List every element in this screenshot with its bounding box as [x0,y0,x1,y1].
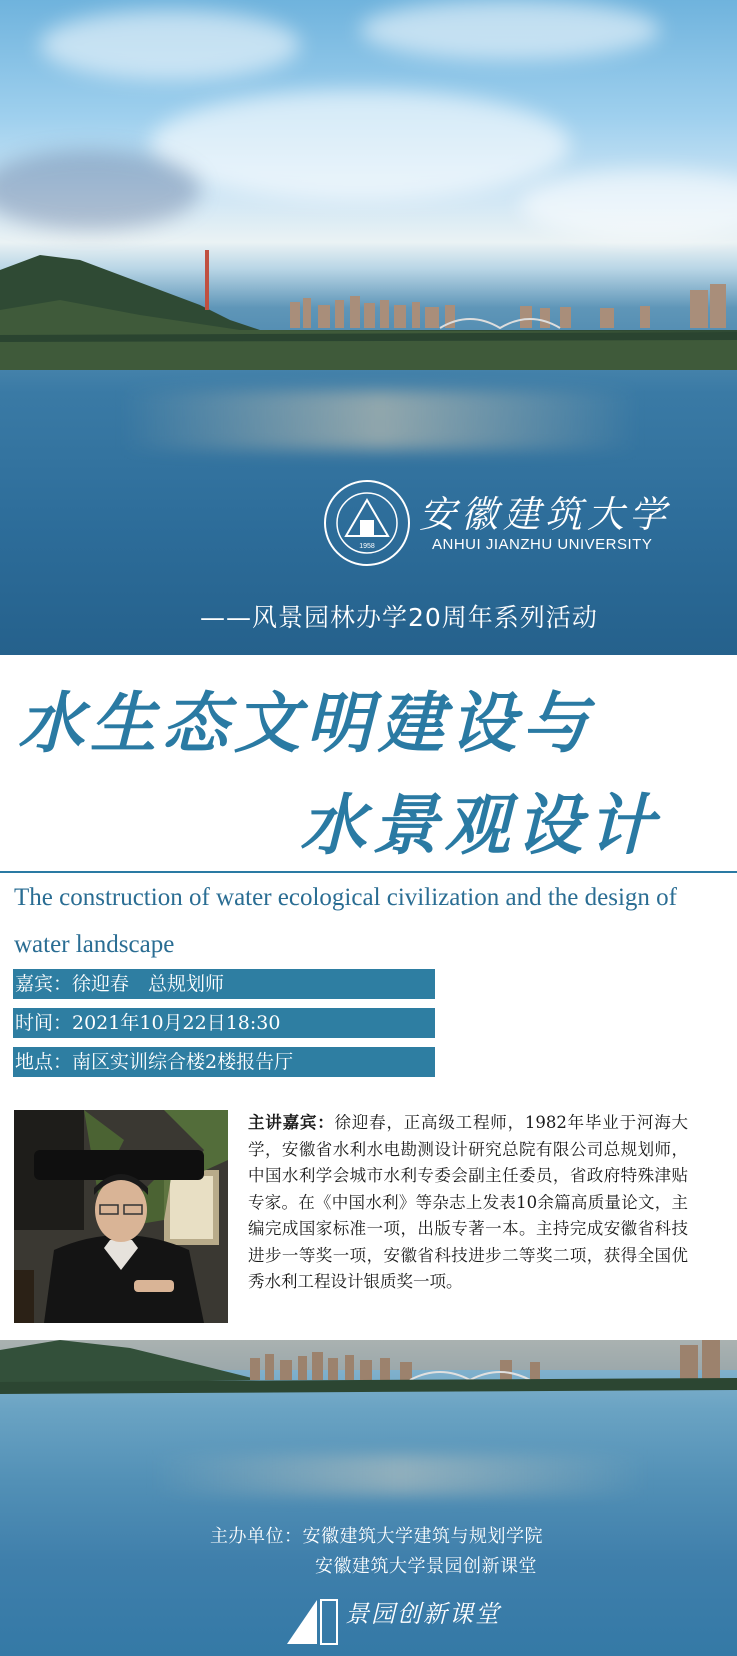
city-skyline-bottom [0,1340,737,1420]
time-info-bar: 时间：2021年10月22日18:30 [13,1008,435,1038]
main-title-line1: 水生态文明建设与 [18,685,594,762]
university-name-en: ANHUI JIANZHU UNIVERSITY [432,536,653,553]
organizer-line1: 主办单位：安徽建筑大学建筑与规划学院 [210,1526,543,1547]
university-seal-icon [322,478,412,568]
organizer-line2: 安徽建筑大学景园创新课堂 [315,1556,537,1577]
series-subtitle: ——风景园林办学20周年系列活动 [200,603,598,632]
brand-logo-icon [283,1594,341,1648]
bio-text: 徐迎春，正高级工程师，1982年毕业于河海大学，安徽省水利水电勘测设计研究总院有限公司总规划师，中国水利学会城市水利专委会副主任委员，省政府特殊津贴专家。在《中国水利》等杂志上发表10余篇高质量论文，主编完成国家标准一项，出版专著一本。主持完成安徽省科技进步一等奖一项，安徽省科技进步二等奖二项，获得全国优秀水利工程设计银质奖一项。 [248,1113,689,1291]
divider [0,871,737,873]
speaker-photo [14,1110,228,1323]
seal-year: 1958 [359,543,375,550]
city-skyline [0,250,737,370]
speaker-bio [248,1110,688,1296]
bio-label: 主讲嘉宾： [248,1113,335,1132]
main-title-line2: 水景观设计 [300,787,660,864]
english-title: The construction of water ecological civilization and the design of water landscape [14,884,677,958]
guest-info-bar: 嘉宾：徐迎春 总规划师 [13,969,435,999]
university-name-cn: 安徽建筑大学 [419,493,671,536]
university-logo [322,478,732,570]
place-info-bar: 地点：南区实训综合楼2楼报告厅 [13,1047,435,1077]
brand-name: 景园创新课堂 [345,1600,501,1628]
